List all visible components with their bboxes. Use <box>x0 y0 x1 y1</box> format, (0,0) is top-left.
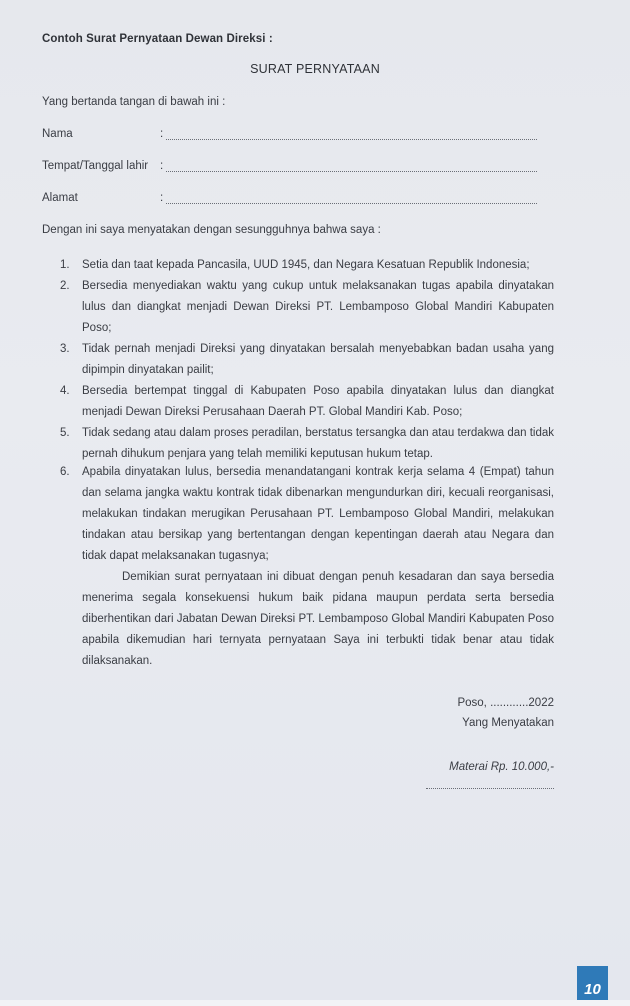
field-blank-nama[interactable] <box>166 129 537 140</box>
list-item-text: Setia dan taat kepada Pancasila, UUD 1945, dan Negara Kesatuan Republik Indonesia; <box>82 259 530 271</box>
list-item-number: 5. <box>60 427 70 439</box>
signer-label: Yang Menyatakan <box>462 717 554 729</box>
field-colon: : <box>160 192 164 204</box>
field-label-nama: Nama <box>42 128 73 140</box>
list-item-text: Tidak pernah menjadi Direksi yang dinyatakan bersalah menyebabkan badan usaha yang dipimpin dinyatakan pailit; <box>82 343 554 376</box>
field-colon: : <box>160 128 164 140</box>
closing-paragraph: Demikian surat pernyataan ini dibuat dengan penuh kesadaran dan saya bersedia menerima segala konsekuensi hukum baik pidana maupun perdata serta bersedia diberhentikan dari Jabatan Dewan Direksi PT. Lembamposo Global Mandiri Kabupaten Poso apabila dikemudian hari ternyata pernyataan Saya ini terbukti tidak benar atau tidak dilaksanakan. <box>82 571 554 667</box>
list-item-text: Bersedia menyediakan waktu yang cukup untuk melaksanakan tugas apabila dinyatakan lulus dan diangkat menjadi Dewan Direksi PT. Lembamposo Global Mandiri Kabupaten Poso; <box>82 280 554 334</box>
list-item-number: 4. <box>60 385 70 397</box>
intro-text: Yang bertanda tangan di bawah ini : <box>42 96 226 108</box>
document-heading: Contoh Surat Pernyataan Dewan Direksi : <box>42 33 273 45</box>
signature-line[interactable] <box>426 788 554 789</box>
stamp-note: Materai Rp. 10.000,- <box>449 761 554 773</box>
field-blank-alamat[interactable] <box>166 193 537 204</box>
page-number-badge: 10 <box>577 966 608 1000</box>
declaration-text: Dengan ini saya menyatakan dengan sesungguhnya bahwa saya : <box>42 224 381 236</box>
list-item-number: 6. <box>60 466 70 478</box>
field-blank-tempat-tanggal-lahir[interactable] <box>166 161 537 172</box>
list-item-number: 2. <box>60 280 70 292</box>
field-colon: : <box>160 160 164 172</box>
list-item-text: Bersedia bertempat tinggal di Kabupaten Poso apabila dinyatakan lulus dan diangkat menjadi Dewan Direksi Perusahaan Daerah PT. Global Mandiri Kab. Poso; <box>82 385 554 418</box>
list-item-text: Apabila dinyatakan lulus, bersedia menandatangani kontrak kerja selama 4 (Empat) tahun dan selama jangka waktu kontrak tidak dibenarkan mengundurkan diri, kecuali reorganisasi, melakukan tindakan merugikan Perusahaan PT. Lembamposo Global Mandiri, melakukan tindakan atau bersikap yang bertentangan dengan kepentingan daerah atau Negara dan tidak dapat melaksanakan tugasnya; <box>82 466 554 562</box>
list-item-text: Tidak sedang atau dalam proses peradilan, berstatus tersangka dan atau terdakwa dan tidak pernah dihukum penjara yang telah memiliki keputusan hukum tetap. <box>82 427 555 460</box>
field-label-tempat-tanggal-lahir: Tempat/Tanggal lahir <box>42 160 149 172</box>
page-bottom-edge <box>0 1000 630 1006</box>
list-item-number: 1. <box>60 259 70 271</box>
list-item-number: 3. <box>60 343 70 355</box>
document-title: SURAT PERNYATAAN <box>250 62 380 76</box>
field-label-alamat: Alamat <box>42 192 78 204</box>
place-date: Poso, ............2022 <box>457 697 554 709</box>
